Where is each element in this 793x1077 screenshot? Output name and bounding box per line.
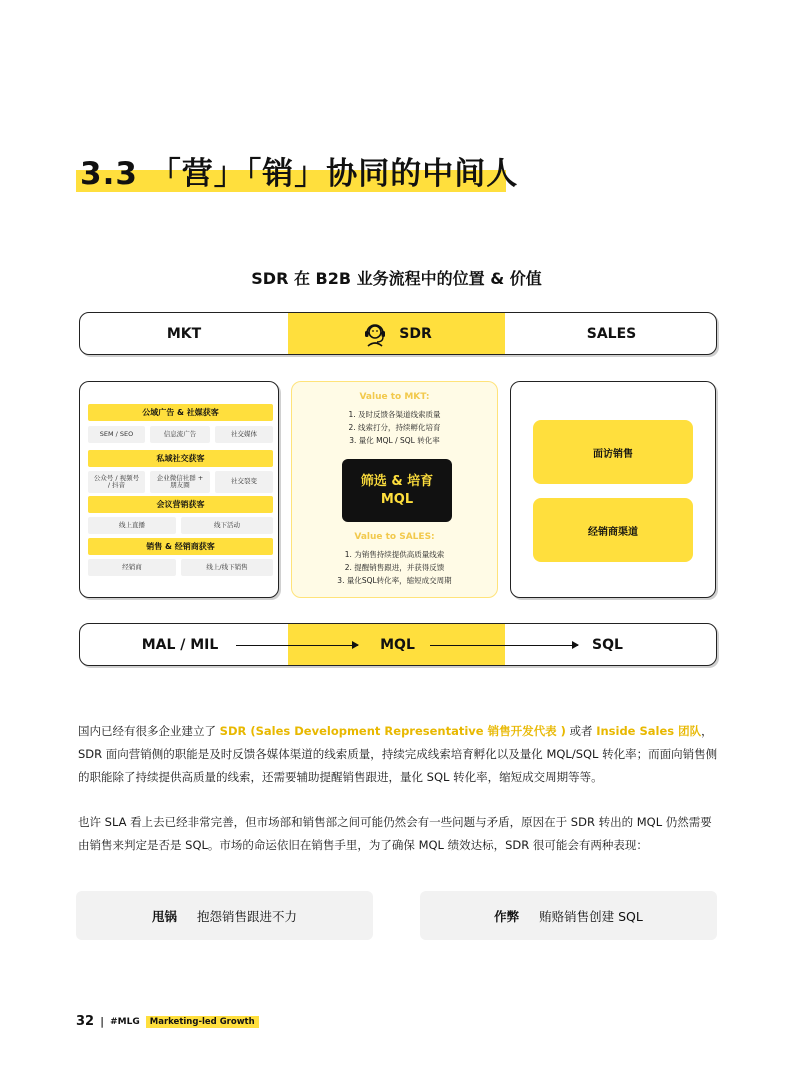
channel-item: 公众号 / 视频号 / 抖音 <box>88 471 145 493</box>
footer-separator: | <box>100 1015 105 1028</box>
text-run: 或者 <box>565 724 597 738</box>
channel-item: 经销商 <box>88 559 176 576</box>
sales-panel <box>510 381 716 598</box>
channel-head-event: 会议营销获客 <box>88 496 273 513</box>
card-text: 贿赂销售创建 SQL <box>539 908 643 924</box>
arrow-right-icon <box>236 645 358 646</box>
role-mkt: MKT <box>166 325 202 342</box>
section-title: 3.3 「营」「销」协同的中间人 <box>80 156 519 192</box>
channel-head-sales: 销售 & 经销商获客 <box>88 538 273 555</box>
value-mkt-item: 3. 量化 MQL / SQL 转化率 <box>349 436 440 445</box>
role-sdr <box>288 313 505 354</box>
channel-panel <box>79 381 279 598</box>
stage-mal: MAL / MIL <box>141 636 219 653</box>
sdr-value-panel <box>291 381 498 598</box>
channel-item: 信息流广告 <box>150 426 210 443</box>
role-sales: SALES <box>586 325 637 342</box>
card-label: 作弊 <box>494 908 520 924</box>
value-mkt-list <box>292 408 497 447</box>
value-sales-title: Value to SALES: <box>354 532 435 542</box>
phase-bar-roles <box>79 312 717 355</box>
value-mkt-title: Value to MKT: <box>359 392 430 402</box>
text-run: ，SDR 面向营销侧的职能是及时反馈各媒体渠道的线索质量，持续完成线索培育孵化以及量化 MQL/SQL 转化率；而面向销售侧的职能除了持续提供高质量的线索，还需要辅助提醒销售跟进，量化 SQL 转化率，缩短成交周期等等。 <box>78 724 718 784</box>
card-label: 甩锅 <box>151 908 177 924</box>
channel-head-public: 公域广告 & 社媒获客 <box>88 404 273 421</box>
highlight-sdr: SDR (Sales Development Representative 销售开发代表 ) <box>219 724 566 738</box>
page-footer <box>76 1014 259 1029</box>
diagram-title: SDR 在 B2B 业务流程中的位置 & 价值 <box>251 269 542 288</box>
text-run: 国内已经有很多企业建立了 <box>78 724 220 738</box>
core-line1: 筛选 & 培育 <box>360 473 434 489</box>
core-line2: MQL <box>380 491 414 507</box>
paragraph-sdr-role <box>78 720 718 789</box>
arrow-right-icon <box>430 645 578 646</box>
channel-item: 社交媒体 <box>215 426 273 443</box>
phase-bar-leads <box>79 623 717 666</box>
channel-item: 线下活动 <box>181 517 273 534</box>
behavior-card-cheat <box>420 891 717 940</box>
headset-agent-icon <box>361 320 389 348</box>
card-text: 抱怨销售跟进不力 <box>197 908 298 924</box>
highlight-inside-sales: Inside Sales 团队 <box>596 724 702 738</box>
value-mkt-item: 2. 线索打分，持续孵化培育 <box>348 423 441 432</box>
channel-item: 线上直播 <box>88 517 176 534</box>
paragraph-sla-conflict: 也许 SLA 看上去已经非常完善，但市场部和销售部之间可能仍然会有一些问题与矛盾，原因在于 SDR 转出的 MQL 仍然需要由销售来判定是否是 SQL。市场的命运依旧在销售手里，为了确保 MQL 绩效达标，SDR 很可能会有两种表现： <box>78 815 712 852</box>
channel-item: 企业微信社群 + 朋友圈 <box>150 471 210 493</box>
channel-item: 线上/线下销售 <box>181 559 273 576</box>
behavior-card-blame <box>76 891 373 940</box>
channel-head-private: 私域社交获客 <box>88 450 273 467</box>
value-mkt-item: 1. 及时反馈各渠道线索质量 <box>348 410 441 419</box>
footer-tag: #MLG <box>110 1016 140 1027</box>
page-number: 32 <box>76 1014 95 1029</box>
sales-box-field: 面访销售 <box>533 420 693 484</box>
stage-mql: MQL <box>380 636 415 653</box>
value-sales-item: 3. 量化SQL转化率，缩短成交周期 <box>337 576 452 585</box>
value-sales-item: 1. 为销售持续提供高质量线索 <box>344 550 445 559</box>
channel-item: SEM / SEO <box>88 426 145 443</box>
footer-badge: Marketing-led Growth <box>146 1016 259 1028</box>
stage-sql: SQL <box>592 636 623 653</box>
role-sdr-label: SDR <box>399 325 432 342</box>
value-sales-list <box>292 548 497 587</box>
core-function-box <box>342 459 452 522</box>
value-sales-item: 2. 提醒销售跟进，并获得反馈 <box>344 563 445 572</box>
channel-item: 社交裂变 <box>215 471 273 493</box>
sales-box-dealer: 经销商渠道 <box>533 498 693 562</box>
